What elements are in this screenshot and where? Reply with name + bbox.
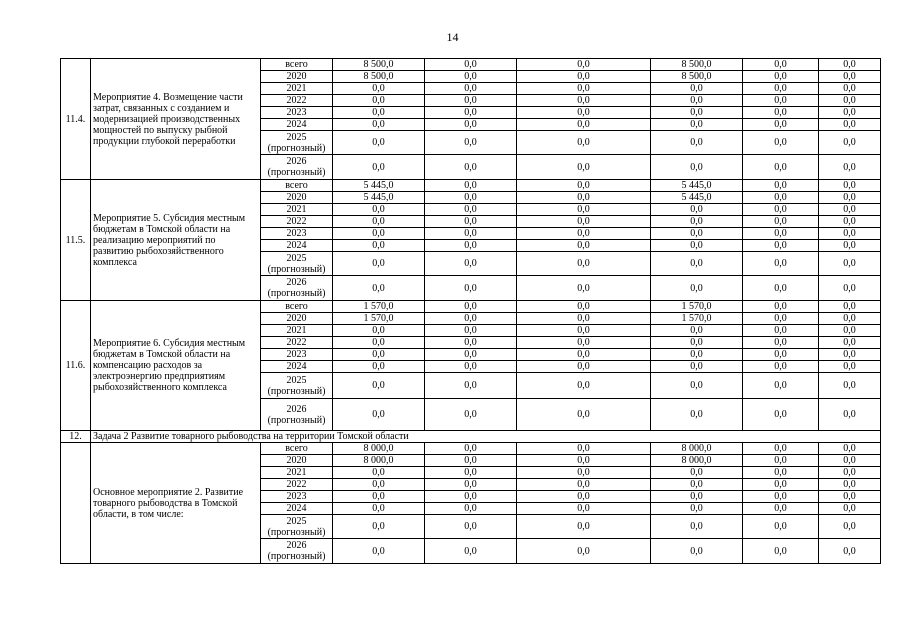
value-cell: 0,0 — [743, 361, 819, 373]
year-cell: 2020 — [261, 71, 333, 83]
value-cell: 0,0 — [743, 192, 819, 204]
value-cell: 0,0 — [517, 83, 651, 95]
value-cell: 0,0 — [425, 119, 517, 131]
value-cell: 0,0 — [743, 479, 819, 491]
value-cell: 0,0 — [743, 443, 819, 455]
value-cell: 0,0 — [425, 204, 517, 216]
value-cell: 0,0 — [651, 83, 743, 95]
value-cell: 0,0 — [333, 539, 425, 564]
value-cell: 0,0 — [819, 467, 881, 479]
value-cell: 0,0 — [743, 313, 819, 325]
value-cell: 5 445,0 — [651, 180, 743, 192]
activity-number — [61, 443, 91, 564]
value-cell: 0,0 — [425, 479, 517, 491]
value-cell: 0,0 — [819, 337, 881, 349]
value-cell: 0,0 — [333, 491, 425, 503]
value-cell: 0,0 — [425, 313, 517, 325]
activity-number: 11.4. — [61, 59, 91, 180]
value-cell: 0,0 — [819, 192, 881, 204]
value-cell: 0,0 — [333, 515, 425, 539]
value-cell: 0,0 — [743, 325, 819, 337]
value-cell: 0,0 — [517, 399, 651, 431]
value-cell: 0,0 — [333, 107, 425, 119]
value-cell: 0,0 — [425, 276, 517, 301]
task-title: Задача 2 Развитие товарного рыбоводства на территории Томской области — [91, 431, 881, 443]
value-cell: 0,0 — [517, 119, 651, 131]
value-cell: 0,0 — [743, 228, 819, 240]
value-cell: 0,0 — [651, 539, 743, 564]
value-cell: 0,0 — [333, 155, 425, 180]
value-cell: 5 445,0 — [333, 180, 425, 192]
value-cell: 0,0 — [819, 83, 881, 95]
value-cell: 1 570,0 — [651, 313, 743, 325]
value-cell: 0,0 — [651, 467, 743, 479]
year-cell: 2022 — [261, 95, 333, 107]
value-cell: 0,0 — [425, 59, 517, 71]
value-cell: 0,0 — [651, 349, 743, 361]
year-cell: 2023 — [261, 228, 333, 240]
year-cell: 2026 (прогнозный) — [261, 539, 333, 564]
value-cell: 8 000,0 — [333, 455, 425, 467]
value-cell: 0,0 — [819, 349, 881, 361]
year-cell: 2022 — [261, 479, 333, 491]
year-cell: 2021 — [261, 83, 333, 95]
value-cell: 0,0 — [651, 131, 743, 155]
value-cell: 0,0 — [425, 95, 517, 107]
value-cell: 0,0 — [743, 107, 819, 119]
value-cell: 1 570,0 — [333, 313, 425, 325]
value-cell: 0,0 — [517, 443, 651, 455]
value-cell: 0,0 — [517, 337, 651, 349]
value-cell: 0,0 — [819, 301, 881, 313]
value-cell: 0,0 — [651, 337, 743, 349]
activity-name: Мероприятие 5. Субсидия местным бюджетам в Томской области на реализацию мероприятий по развитию рыбохозяйственного комплекса — [91, 180, 261, 301]
value-cell: 0,0 — [819, 155, 881, 180]
value-cell: 0,0 — [333, 503, 425, 515]
value-cell: 0,0 — [425, 503, 517, 515]
value-cell: 0,0 — [651, 491, 743, 503]
value-cell: 0,0 — [819, 313, 881, 325]
value-cell: 0,0 — [651, 276, 743, 301]
value-cell: 0,0 — [743, 455, 819, 467]
value-cell: 0,0 — [819, 539, 881, 564]
value-cell: 0,0 — [517, 313, 651, 325]
value-cell: 0,0 — [425, 467, 517, 479]
value-cell: 0,0 — [517, 349, 651, 361]
year-cell: 2026 (прогнозный) — [261, 276, 333, 301]
value-cell: 0,0 — [651, 240, 743, 252]
value-cell: 0,0 — [425, 131, 517, 155]
year-cell: 2021 — [261, 204, 333, 216]
value-cell: 0,0 — [425, 399, 517, 431]
value-cell: 0,0 — [819, 95, 881, 107]
table-row — [61, 180, 881, 192]
year-cell: 2022 — [261, 216, 333, 228]
value-cell: 8 500,0 — [651, 71, 743, 83]
value-cell: 0,0 — [743, 539, 819, 564]
value-cell: 0,0 — [651, 155, 743, 180]
value-cell: 0,0 — [333, 228, 425, 240]
value-cell: 0,0 — [425, 216, 517, 228]
value-cell: 0,0 — [333, 399, 425, 431]
value-cell: 0,0 — [651, 503, 743, 515]
value-cell: 0,0 — [819, 216, 881, 228]
value-cell: 0,0 — [425, 539, 517, 564]
value-cell: 0,0 — [517, 455, 651, 467]
value-cell: 1 570,0 — [651, 301, 743, 313]
value-cell: 0,0 — [743, 95, 819, 107]
value-cell: 0,0 — [425, 192, 517, 204]
activity-name: Основное мероприятие 2. Развитие товарного рыбоводства в Томской области, в том числе: — [91, 443, 261, 564]
value-cell: 0,0 — [819, 491, 881, 503]
value-cell: 0,0 — [651, 228, 743, 240]
value-cell: 0,0 — [651, 373, 743, 399]
value-cell: 0,0 — [651, 515, 743, 539]
value-cell: 0,0 — [517, 192, 651, 204]
table-row — [61, 59, 881, 71]
year-cell: 2020 — [261, 455, 333, 467]
value-cell: 0,0 — [517, 95, 651, 107]
activity-number: 11.6. — [61, 301, 91, 431]
value-cell: 0,0 — [425, 107, 517, 119]
year-cell: 2023 — [261, 491, 333, 503]
value-cell: 0,0 — [651, 119, 743, 131]
value-cell: 0,0 — [743, 71, 819, 83]
value-cell: 0,0 — [425, 71, 517, 83]
value-cell: 0,0 — [819, 59, 881, 71]
value-cell: 0,0 — [333, 131, 425, 155]
activity-name: Мероприятие 4. Возмещение части затрат, связанных с созданием и модернизацией производственных мощностей по выпуску рыбной продукции глубокой переработки — [91, 59, 261, 180]
value-cell: 0,0 — [819, 399, 881, 431]
value-cell: 0,0 — [743, 503, 819, 515]
value-cell: 0,0 — [819, 228, 881, 240]
value-cell: 0,0 — [819, 204, 881, 216]
value-cell: 0,0 — [517, 325, 651, 337]
value-cell: 8 500,0 — [333, 71, 425, 83]
value-cell: 0,0 — [517, 204, 651, 216]
value-cell: 0,0 — [517, 467, 651, 479]
value-cell: 0,0 — [651, 252, 743, 276]
value-cell: 0,0 — [743, 131, 819, 155]
value-cell: 0,0 — [333, 337, 425, 349]
value-cell: 0,0 — [651, 361, 743, 373]
value-cell: 0,0 — [425, 373, 517, 399]
value-cell: 0,0 — [333, 479, 425, 491]
value-cell: 0,0 — [743, 515, 819, 539]
value-cell: 0,0 — [425, 301, 517, 313]
value-cell: 0,0 — [743, 491, 819, 503]
year-cell: 2024 — [261, 119, 333, 131]
table-row — [61, 443, 881, 455]
year-cell: 2026 (прогнозный) — [261, 399, 333, 431]
value-cell: 0,0 — [651, 325, 743, 337]
value-cell: 0,0 — [517, 228, 651, 240]
value-cell: 0,0 — [517, 107, 651, 119]
year-cell: 2020 — [261, 192, 333, 204]
value-cell: 0,0 — [517, 216, 651, 228]
value-cell: 8 000,0 — [333, 443, 425, 455]
value-cell: 0,0 — [819, 361, 881, 373]
year-cell: 2020 — [261, 313, 333, 325]
value-cell: 0,0 — [517, 301, 651, 313]
year-cell: 2022 — [261, 337, 333, 349]
value-cell: 0,0 — [819, 107, 881, 119]
value-cell: 0,0 — [425, 228, 517, 240]
value-cell: 5 445,0 — [651, 192, 743, 204]
budget-table — [60, 58, 881, 564]
value-cell: 0,0 — [651, 95, 743, 107]
value-cell: 0,0 — [743, 252, 819, 276]
value-cell: 0,0 — [651, 107, 743, 119]
value-cell: 0,0 — [819, 515, 881, 539]
year-cell: 2021 — [261, 325, 333, 337]
value-cell: 0,0 — [333, 95, 425, 107]
activity-name: Мероприятие 6. Субсидия местным бюджетам в Томской области на компенсацию расходов за электроэнергию предприятиям рыбохозяйственного комплекса — [91, 301, 261, 431]
year-cell: всего — [261, 180, 333, 192]
year-cell: 2025 (прогнозный) — [261, 373, 333, 399]
value-cell: 0,0 — [819, 180, 881, 192]
value-cell: 0,0 — [333, 467, 425, 479]
value-cell: 0,0 — [517, 252, 651, 276]
year-cell: всего — [261, 59, 333, 71]
value-cell: 0,0 — [819, 443, 881, 455]
value-cell: 0,0 — [517, 361, 651, 373]
value-cell: 0,0 — [819, 455, 881, 467]
value-cell: 0,0 — [333, 349, 425, 361]
value-cell: 0,0 — [517, 155, 651, 180]
value-cell: 0,0 — [743, 373, 819, 399]
value-cell: 0,0 — [333, 240, 425, 252]
task-row — [61, 431, 881, 443]
value-cell: 0,0 — [517, 276, 651, 301]
value-cell: 0,0 — [425, 337, 517, 349]
year-cell: 2024 — [261, 361, 333, 373]
value-cell: 0,0 — [425, 240, 517, 252]
value-cell: 0,0 — [333, 361, 425, 373]
value-cell: 0,0 — [819, 373, 881, 399]
value-cell: 0,0 — [425, 155, 517, 180]
value-cell: 0,0 — [743, 204, 819, 216]
value-cell: 0,0 — [651, 204, 743, 216]
year-cell: 2024 — [261, 240, 333, 252]
value-cell: 0,0 — [651, 399, 743, 431]
value-cell: 0,0 — [743, 337, 819, 349]
value-cell: 0,0 — [425, 443, 517, 455]
value-cell: 0,0 — [743, 399, 819, 431]
value-cell: 0,0 — [743, 216, 819, 228]
value-cell: 8 500,0 — [651, 59, 743, 71]
value-cell: 0,0 — [333, 119, 425, 131]
value-cell: 8 500,0 — [333, 59, 425, 71]
value-cell: 0,0 — [819, 240, 881, 252]
value-cell: 0,0 — [743, 83, 819, 95]
value-cell: 0,0 — [517, 131, 651, 155]
value-cell: 8 000,0 — [651, 455, 743, 467]
value-cell: 1 570,0 — [333, 301, 425, 313]
value-cell: 0,0 — [819, 325, 881, 337]
value-cell: 0,0 — [333, 276, 425, 301]
value-cell: 0,0 — [333, 252, 425, 276]
value-cell: 0,0 — [425, 180, 517, 192]
value-cell: 0,0 — [819, 276, 881, 301]
value-cell: 0,0 — [425, 83, 517, 95]
value-cell: 0,0 — [517, 539, 651, 564]
value-cell: 0,0 — [425, 252, 517, 276]
value-cell: 0,0 — [517, 59, 651, 71]
year-cell: 2025 (прогнозный) — [261, 131, 333, 155]
value-cell: 0,0 — [743, 155, 819, 180]
value-cell: 0,0 — [425, 361, 517, 373]
value-cell: 0,0 — [743, 349, 819, 361]
value-cell: 0,0 — [517, 373, 651, 399]
value-cell: 0,0 — [517, 180, 651, 192]
year-cell: 2025 (прогнозный) — [261, 515, 333, 539]
value-cell: 0,0 — [743, 59, 819, 71]
task-number: 12. — [61, 431, 91, 443]
value-cell: 0,0 — [819, 71, 881, 83]
value-cell: 0,0 — [425, 349, 517, 361]
year-cell: 2025 (прогнозный) — [261, 252, 333, 276]
value-cell: 0,0 — [819, 503, 881, 515]
year-cell: 2024 — [261, 503, 333, 515]
value-cell: 0,0 — [517, 240, 651, 252]
year-cell: 2026 (прогнозный) — [261, 155, 333, 180]
value-cell: 0,0 — [517, 71, 651, 83]
value-cell: 0,0 — [651, 216, 743, 228]
value-cell: 0,0 — [425, 325, 517, 337]
value-cell: 0,0 — [333, 204, 425, 216]
value-cell: 0,0 — [819, 479, 881, 491]
year-cell: 2023 — [261, 107, 333, 119]
year-cell: 2021 — [261, 467, 333, 479]
value-cell: 0,0 — [819, 119, 881, 131]
value-cell: 0,0 — [743, 119, 819, 131]
value-cell: 0,0 — [819, 252, 881, 276]
page-number: 14 — [446, 30, 459, 44]
activity-number: 11.5. — [61, 180, 91, 301]
value-cell: 0,0 — [425, 515, 517, 539]
value-cell: 0,0 — [743, 180, 819, 192]
value-cell: 0,0 — [743, 301, 819, 313]
value-cell: 0,0 — [333, 83, 425, 95]
value-cell: 0,0 — [333, 325, 425, 337]
year-cell: 2023 — [261, 349, 333, 361]
year-cell: всего — [261, 443, 333, 455]
value-cell: 0,0 — [651, 479, 743, 491]
value-cell: 0,0 — [517, 503, 651, 515]
value-cell: 5 445,0 — [333, 192, 425, 204]
value-cell: 0,0 — [333, 216, 425, 228]
value-cell: 0,0 — [425, 491, 517, 503]
year-cell: всего — [261, 301, 333, 313]
value-cell: 0,0 — [743, 240, 819, 252]
value-cell: 0,0 — [333, 373, 425, 399]
value-cell: 0,0 — [517, 491, 651, 503]
value-cell: 0,0 — [517, 515, 651, 539]
value-cell: 0,0 — [743, 276, 819, 301]
value-cell: 0,0 — [819, 131, 881, 155]
value-cell: 0,0 — [517, 479, 651, 491]
table-row — [61, 301, 881, 313]
value-cell: 0,0 — [743, 467, 819, 479]
value-cell: 8 000,0 — [651, 443, 743, 455]
value-cell: 0,0 — [425, 455, 517, 467]
